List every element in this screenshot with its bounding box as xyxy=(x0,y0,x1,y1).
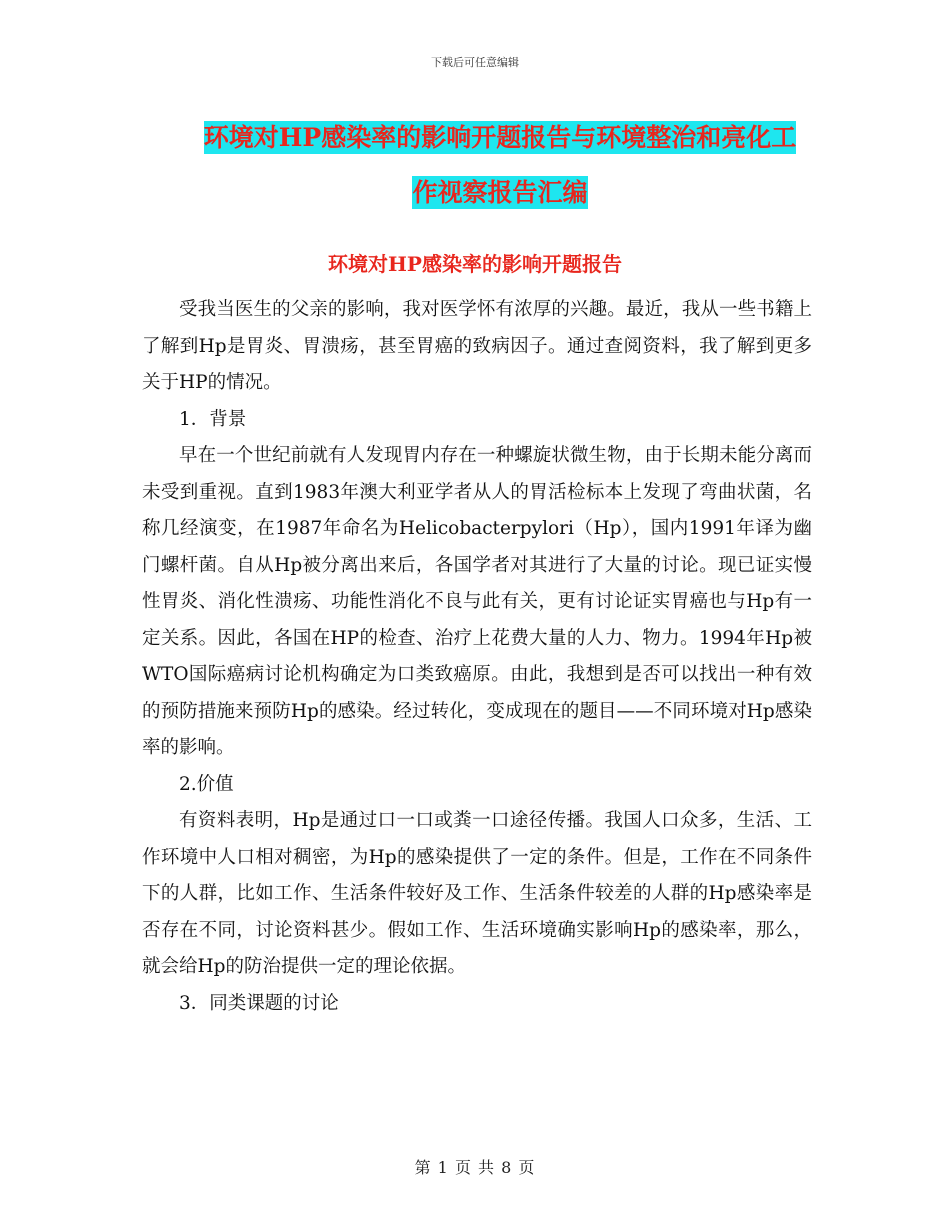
document-title xyxy=(150,110,850,220)
section-title: 环境对HP感染率的影响开题报告 xyxy=(328,252,622,276)
paragraph-value: 有资料表明，Hp是通过口一口或粪一口途径传播。我国人口众多，生活、工作环境中人口相对稠密，为Hp的感染提供了一定的条件。但是，工作在不同条件下的人群，比如工作、生活条件较好及工作、生活条件较差的人群的Hp感染率是否存在不同，讨论资料甚少。假如工作、生活环境确实影响Hp的感染率，那么，就会给Hp的防治提供一定的理论依据。 xyxy=(142,810,812,977)
header-note: 下载后可任意编辑 xyxy=(431,56,519,69)
heading-related-research: 3．同类课题的讨论 xyxy=(179,992,339,1014)
paragraph-intro: 受我当医生的父亲的影响，我对医学怀有浓厚的兴趣。最近，我从一些书籍上了解到Hp是胃炎、胃溃疡，甚至胃癌的致病因子。通过查阅资料，我了解到更多关于HP的情况。 xyxy=(142,299,812,393)
paragraph-background: 早在一个世纪前就有人发现胃内存在一种螺旋状微生物，由于长期未能分离而未受到重视。直到1983年澳大利亚学者从人的胃活检标本上发现了弯曲状菌，名称几经演变，在1987年命名为Helicobacterpylori（Hp），国内1991年译为幽门螺杆菌。自从Hp被分离出来后，各国学者对其进行了大量的讨论。现已证实慢性胃炎、消化性溃疡、功能性消化不良与此有关，更有讨论证实胃癌也与Hp有一定关系。因此，各国在HP的检查、治疗上花费大量的人力、物力。1994年Hp被WTO国际癌病讨论机构确定为口类致癌原。由此，我想到是否可以找出一种有效的预防措施来预防Hp的感染。经过转化，变成现在的题目——不同环境对Hp感染率的影响。 xyxy=(142,445,812,758)
heading-value: 2.价值 xyxy=(179,773,234,795)
document-body xyxy=(142,292,812,1022)
document-title-line-1: 环境对HP感染率的影响开题报告与环境整治和亮化工 xyxy=(203,123,797,152)
page-number: 第 1 页 共 8 页 xyxy=(414,1158,536,1177)
document-title-line-2: 作视察报告汇编 xyxy=(412,178,588,207)
heading-background: 1．背景 xyxy=(179,408,247,430)
